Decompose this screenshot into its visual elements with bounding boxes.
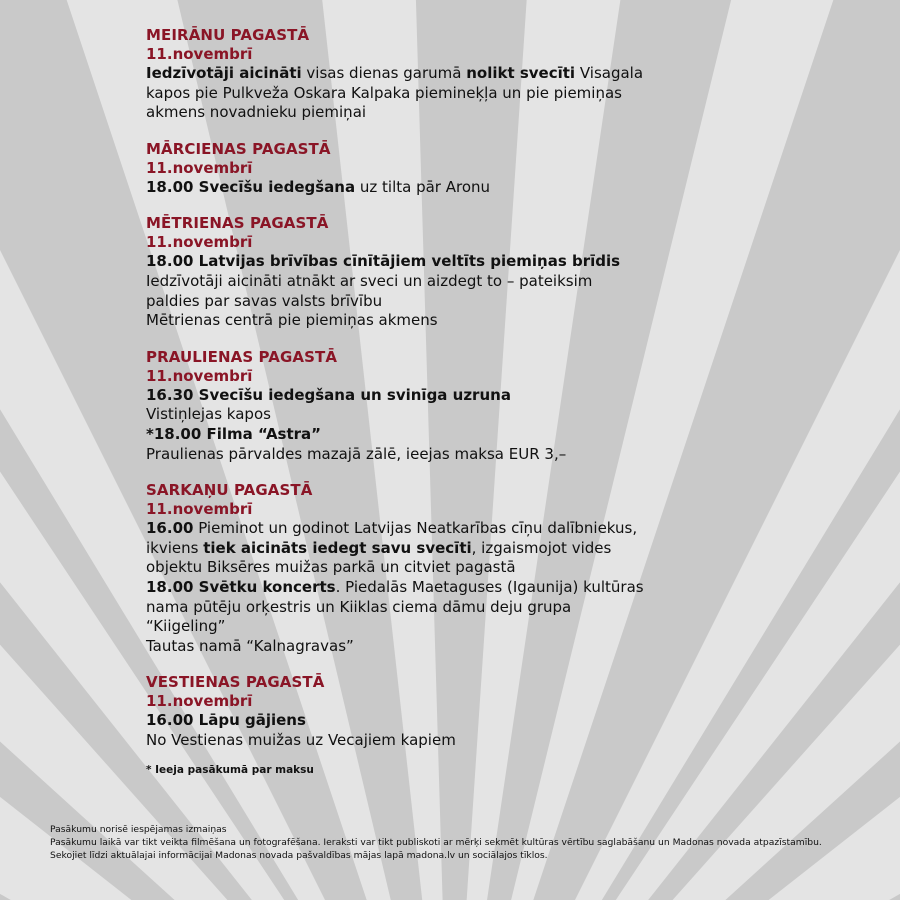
text: uz tilta pār Aronu bbox=[355, 177, 491, 196]
section-date: 11.novembrī bbox=[146, 500, 253, 519]
text: . Piedalās Maetaguses (Igaunija) kultūras bbox=[335, 577, 644, 596]
bold-text: *18.00 Filma “Astra” bbox=[146, 424, 322, 443]
section-date: 11.novembrī bbox=[146, 366, 253, 385]
event-line bbox=[146, 84, 866, 104]
footer-line: Pasākumu norisē iespējamas izmaiņas bbox=[50, 824, 227, 835]
event-line bbox=[146, 103, 866, 123]
event-line bbox=[146, 617, 866, 637]
text: Vistiņlejas kapos bbox=[146, 405, 271, 424]
event-line bbox=[146, 445, 866, 465]
footer-notes bbox=[50, 823, 890, 862]
bold-text: 16.00 bbox=[146, 519, 194, 538]
event-line bbox=[146, 578, 866, 598]
section-heading: MEIRĀNU PAGASTĀ bbox=[146, 26, 310, 44]
text: objektu Biksēres muižas parkā un citviet pagastā bbox=[146, 558, 516, 577]
text: Pieminot un godinot Latvijas Neatkarības cīņu dalībniekus, bbox=[193, 519, 638, 538]
event-line bbox=[146, 598, 866, 618]
text: Praulienas pārvaldes mazajā zālē, ieejas maksa EUR 3,– bbox=[146, 444, 567, 463]
bold-text: 16.30 Svecīšu iedegšana un svinīga uzruna bbox=[146, 385, 511, 404]
bold-text: Iedzīvotāji aicināti bbox=[146, 64, 302, 82]
event-section bbox=[146, 481, 866, 656]
event-line bbox=[146, 292, 866, 312]
event-line bbox=[146, 637, 866, 657]
text: “Kiigeling” bbox=[146, 617, 226, 636]
event-line bbox=[146, 252, 866, 272]
text: , izgaismojot vides bbox=[471, 538, 612, 557]
text: ikviens bbox=[146, 538, 204, 557]
bold-text: 16.00 Lāpu gājiens bbox=[146, 711, 306, 730]
section-heading: VESTIENAS PAGASTĀ bbox=[146, 673, 325, 692]
event-line bbox=[146, 178, 866, 198]
event-line bbox=[146, 425, 866, 445]
event-line bbox=[146, 519, 866, 539]
section-heading: MĀRCIENAS PAGASTĀ bbox=[146, 139, 331, 158]
event-section bbox=[146, 214, 866, 330]
event-line bbox=[146, 386, 866, 406]
bold-text: tiek aicināts iedegt savu svecīti bbox=[203, 538, 472, 557]
text: akmens novadnieku piemiņai bbox=[146, 103, 367, 122]
section-date: 11.novembrī bbox=[146, 692, 253, 711]
text: kapos pie Pulkveža Oskara Kalpaka piemineķļa un pie piemiņas bbox=[146, 83, 622, 102]
event-section bbox=[146, 26, 866, 123]
event-section bbox=[146, 673, 866, 750]
events-list bbox=[146, 26, 866, 776]
event-line bbox=[146, 405, 866, 425]
section-date: 11.novembrī bbox=[146, 45, 253, 63]
text: Iedzīvotāji aicināti atnākt ar sveci un aizdegt to – pateiksim bbox=[146, 271, 593, 290]
bold-text: 18.00 Latvijas brīvības cīnītājiem veltīts piemiņas brīdis bbox=[146, 252, 621, 271]
section-heading: PRAULIENAS PAGASTĀ bbox=[146, 347, 338, 366]
footer-line: Sekojiet līdzi aktuālajai informācijai Madonas novada pašvaldības mājas lapā madona.lv un sociālajos tīklos. bbox=[50, 850, 548, 861]
event-line bbox=[146, 539, 866, 559]
event-line bbox=[146, 731, 866, 751]
text: Mētrienas centrā pie piemiņas akmens bbox=[146, 311, 438, 330]
text: Visagala bbox=[575, 64, 644, 82]
event-section bbox=[146, 348, 866, 464]
section-date: 11.novembrī bbox=[146, 158, 253, 177]
event-line bbox=[146, 711, 866, 731]
section-date: 11.novembrī bbox=[146, 233, 253, 252]
bold-text: 18.00 Svētku koncerts bbox=[146, 577, 336, 596]
text: No Vestienas muižas uz Vecajiem kapiem bbox=[146, 730, 456, 749]
text: Tautas namā “Kalnagravas” bbox=[146, 636, 354, 655]
event-line bbox=[146, 272, 866, 292]
event-line bbox=[146, 311, 866, 331]
section-heading: SARKAŅU PAGASTĀ bbox=[146, 481, 313, 500]
bold-text: nolikt svecīti bbox=[466, 64, 576, 82]
event-line bbox=[146, 558, 866, 578]
text: visas dienas garumā bbox=[301, 64, 467, 82]
footnote: * Ieeja pasākumā par maksu bbox=[146, 764, 314, 777]
section-heading: MĒTRIENAS PAGASTĀ bbox=[146, 214, 329, 233]
event-section bbox=[146, 140, 866, 198]
footer-line: Pasākumu laikā var tikt veikta filmēšana un fotografēšana. Ieraksti var tikt publiskoti ar mērķi sekmēt kultūras vērtību saglabāšanu un Madonas novada atpazīstamību. bbox=[50, 837, 822, 848]
text: nama pūtēju orķestris un Kiiklas ciema dāmu deju grupa bbox=[146, 597, 572, 616]
bold-text: 18.00 Svecīšu iedegšana bbox=[146, 177, 356, 196]
text: paldies par savas valsts brīvību bbox=[146, 291, 383, 310]
event-line bbox=[146, 64, 866, 84]
